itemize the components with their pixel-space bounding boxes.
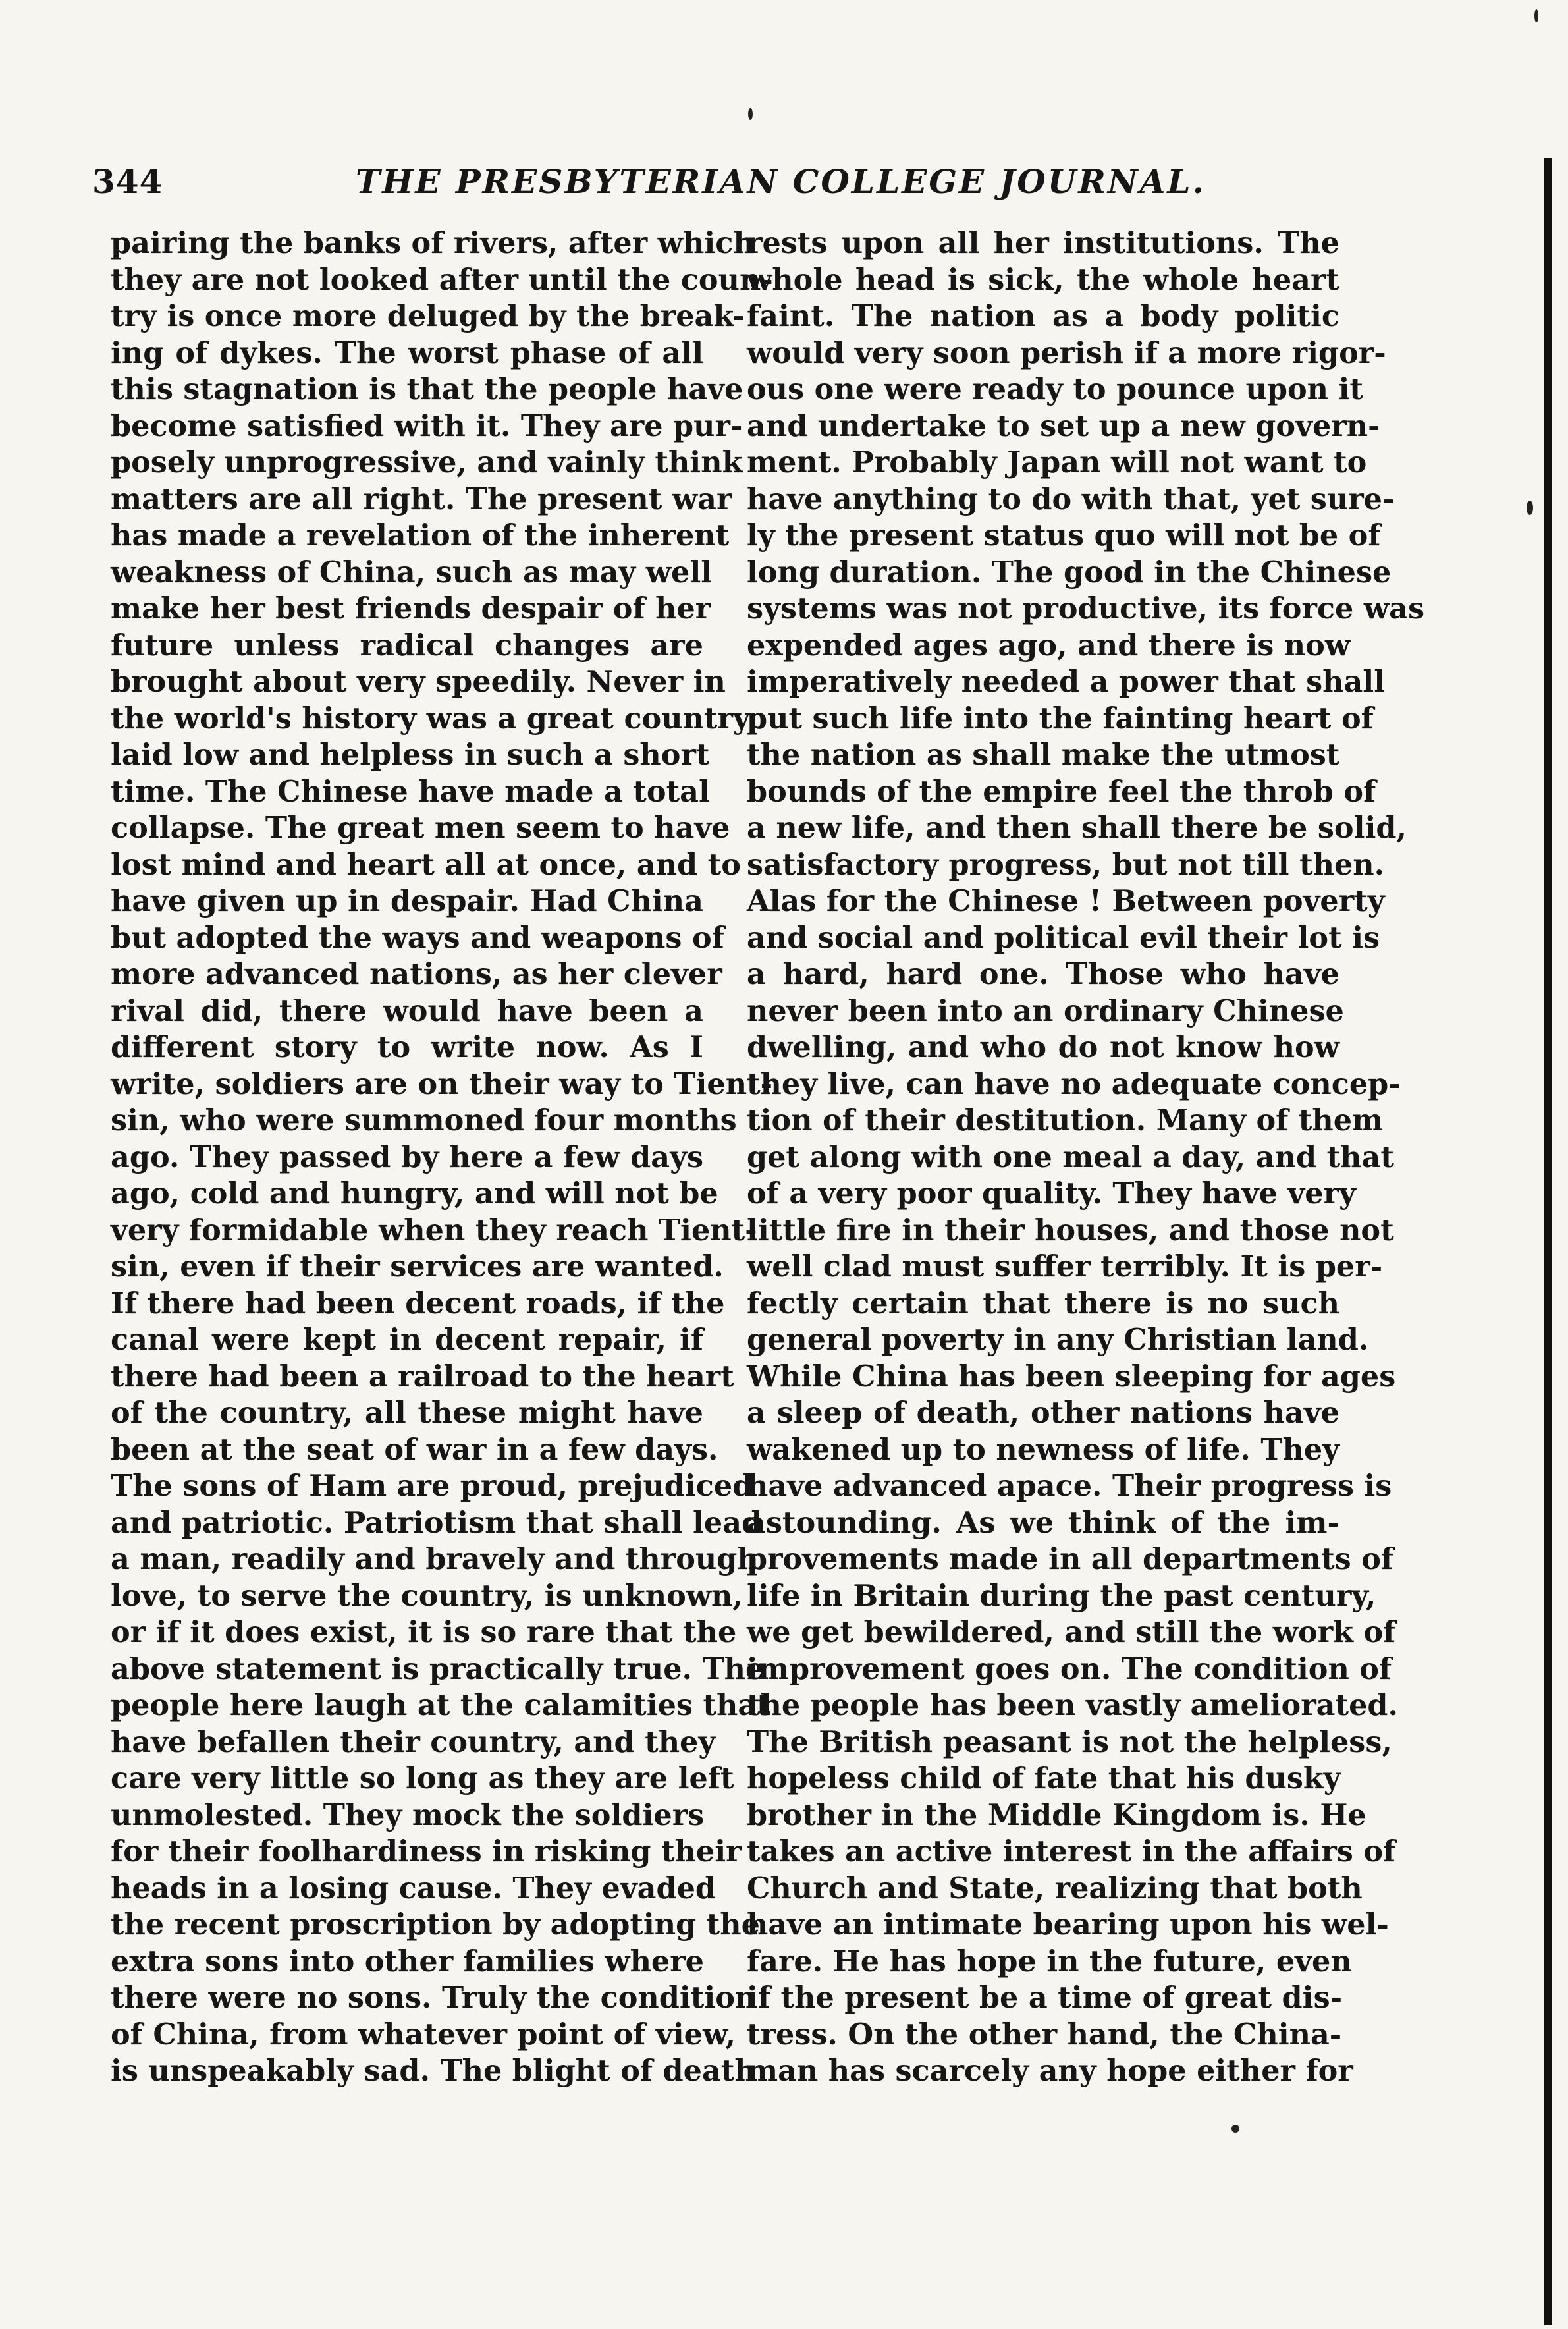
text-line: ago, cold and hungry, and will not be xyxy=(111,1176,718,1211)
scan-edge-rule xyxy=(1544,158,1552,2325)
text-line: long duration. The good in the Chinese xyxy=(747,555,1392,589)
text-line: takes an active interest in the affairs of xyxy=(747,1834,1396,1869)
text-line: improvement goes on. The condition of xyxy=(747,1651,1392,1686)
text-line: faint. The nation as a body politic xyxy=(747,299,1339,333)
text-line: astounding. As we think of the im- xyxy=(747,1505,1339,1540)
text-line: tress. On the other hand, the China- xyxy=(747,2017,1342,2052)
text-line: the world's history was a great country xyxy=(111,701,750,736)
text-line: hopeless child of fate that his dusky xyxy=(747,1761,1341,1795)
text-line: extra sons into other families where xyxy=(111,1944,704,1979)
text-line: or if it does exist, it is so rare that the xyxy=(111,1615,737,1649)
text-line: have an intimate bearing upon his wel- xyxy=(747,1907,1389,1942)
text-line: The sons of Ham are proud, prejudiced xyxy=(111,1469,753,1503)
text-line: The British peasant is not the helpless, xyxy=(747,1724,1392,1759)
text-line: been at the seat of war in a few days. xyxy=(111,1432,718,1467)
text-line: general poverty in any Christian land. xyxy=(747,1323,1369,1357)
text-line: sin, who were summoned four months xyxy=(111,1103,737,1137)
text-line: a man, readily and bravely and through xyxy=(111,1542,759,1576)
text-line: of the country, all these might have xyxy=(111,1396,703,1430)
text-line: a sleep of death, other nations have xyxy=(747,1396,1339,1430)
text-line: rests upon all her institutions. The xyxy=(747,226,1339,260)
text-line: fare. He has hope in the future, even xyxy=(747,1944,1352,1979)
text-line: rival did, there would have been a xyxy=(111,993,703,1028)
text-line: sin, even if their services are wanted. xyxy=(111,1249,724,1284)
text-line: pairing the banks of rivers, after which xyxy=(111,226,755,260)
text-line: has made a revelation of the inherent xyxy=(111,518,730,553)
text-line: If there had been decent roads, if the xyxy=(111,1286,725,1321)
text-line: very formidable when they reach Tient- xyxy=(111,1213,757,1247)
text-line: ous one were ready to pounce upon it xyxy=(747,372,1363,406)
text-line: write, soldiers are on their way to Tient- xyxy=(111,1066,773,1101)
text-line: if the present be a time of great dis- xyxy=(747,1981,1343,2015)
text-line: a hard, hard one. Those who have xyxy=(747,957,1339,991)
text-line: would very soon perish if a more rigor- xyxy=(747,335,1386,370)
text-line: bounds of the empire feel the throb of xyxy=(747,774,1376,809)
text-line: they live, can have no adequate concep- xyxy=(747,1066,1401,1101)
text-line: imperatively needed a power that shall xyxy=(747,665,1386,699)
text-line: but adopted the ways and weapons of xyxy=(111,920,724,955)
text-line: provements made in all departments of xyxy=(747,1542,1394,1576)
text-column-right xyxy=(747,225,1425,2090)
text-line: fectly certain that there is no such xyxy=(747,1286,1339,1321)
text-line: ly the present status quo will not be of xyxy=(747,518,1381,553)
text-line: above statement is practically true. The xyxy=(111,1651,765,1686)
text-line: systems was not productive, its force was xyxy=(747,591,1425,626)
text-line: future unless radical changes are xyxy=(111,628,703,663)
text-line: man has scarcely any hope either for xyxy=(747,2054,1353,2088)
text-line: life in Britain during the past century, xyxy=(747,1578,1376,1613)
text-line: people here laugh at the calamities that xyxy=(111,1688,770,1722)
scan-speck xyxy=(1231,2125,1239,2133)
text-line: is unspeakably sad. The blight of death xyxy=(111,2054,756,2088)
text-line: While China has been sleeping for ages xyxy=(747,1359,1396,1394)
text-line: and undertake to set up a new govern- xyxy=(747,408,1380,443)
text-line: get along with one meal a day, and that xyxy=(747,1139,1394,1174)
text-line: and social and political evil their lot is xyxy=(747,920,1380,955)
text-line: put such life into the fainting heart of xyxy=(747,701,1374,736)
text-line: ing of dykes. The worst phase of all xyxy=(111,335,703,370)
text-line: whole head is sick, the whole heart xyxy=(747,262,1339,297)
text-line: of China, from whatever point of view, xyxy=(111,2017,736,2052)
running-title: THE PRESBYTERIAN COLLEGE JOURNAL. xyxy=(356,162,1206,201)
scan-speck xyxy=(748,108,753,120)
text-line: weakness of China, such as may well xyxy=(111,555,713,589)
text-line: unmolested. They mock the soldiers xyxy=(111,1797,705,1832)
text-line: they are not looked after until the coun- xyxy=(111,262,773,297)
text-line: Alas for the Chinese ! Between poverty xyxy=(747,884,1385,918)
text-line: we get bewildered, and still the work of xyxy=(747,1615,1396,1649)
text-line: more advanced nations, as her clever xyxy=(111,957,722,991)
text-line: wakened up to newness of life. They xyxy=(747,1432,1339,1467)
text-line: the recent proscription by adopting the xyxy=(111,1907,760,1942)
text-line: lost mind and heart all at once, and to xyxy=(111,847,741,882)
text-line: expended ages ago, and there is now xyxy=(747,628,1351,663)
text-line: make her best friends despair of her xyxy=(111,591,711,626)
text-line: different story to write now. As I xyxy=(111,1030,703,1064)
text-line: little fire in their houses, and those not xyxy=(747,1213,1394,1247)
text-line: posely unprogressive, and vainly think xyxy=(111,445,743,480)
text-line: time. The Chinese have made a total xyxy=(111,774,710,809)
text-line: ment. Probably Japan will not want to xyxy=(747,445,1367,480)
text-line: the nation as shall make the utmost xyxy=(747,738,1340,772)
text-line: try is once more deluged by the break- xyxy=(111,299,745,333)
scan-speck xyxy=(1527,501,1533,515)
text-line: there were no sons. Truly the condition xyxy=(111,1981,757,2015)
text-line: have befallen their country, and they xyxy=(111,1724,716,1759)
text-line: tion of their destitution. Many of them xyxy=(747,1103,1384,1137)
scan-speck xyxy=(1534,9,1538,22)
text-line: there had been a railroad to the heart xyxy=(111,1359,734,1394)
text-line: of a very poor quality. They have very xyxy=(747,1176,1356,1211)
page-number: 344 xyxy=(92,162,163,201)
text-line: become satisfied with it. They are pur- xyxy=(111,408,743,443)
text-column-left xyxy=(111,225,773,2090)
text-line: matters are all right. The present war xyxy=(111,481,732,516)
text-line: ago. They passed by here a few days xyxy=(111,1139,703,1174)
text-line: canal were kept in decent repair, if xyxy=(111,1323,703,1357)
text-line: laid low and helpless in such a short xyxy=(111,738,710,772)
text-line: have given up in despair. Had China xyxy=(111,884,703,918)
text-line: dwelling, and who do not know how xyxy=(747,1030,1339,1064)
text-line: Church and State, realizing that both xyxy=(747,1871,1363,1905)
text-line: brother in the Middle Kingdom is. He xyxy=(747,1797,1366,1832)
text-line: collapse. The great men seem to have xyxy=(111,811,730,845)
text-line: a new life, and then shall there be solid, xyxy=(747,811,1407,845)
text-line: have advanced apace. Their progress is xyxy=(747,1469,1392,1503)
text-line: the people has been vastly ameliorated. xyxy=(747,1688,1398,1722)
text-line: care very little so long as they are left xyxy=(111,1761,734,1795)
text-line: well clad must suffer terribly. It is per- xyxy=(747,1249,1383,1284)
text-line: have anything to do with that, yet sure- xyxy=(747,481,1395,516)
text-line: brought about very speedily. Never in xyxy=(111,665,726,699)
text-line: never been into an ordinary Chinese xyxy=(747,993,1344,1028)
text-line: satisfactory progress, but not till then. xyxy=(747,847,1385,882)
text-line: and patriotic. Patriotism that shall lead xyxy=(111,1505,763,1540)
text-line: love, to serve the country, is unknown, xyxy=(111,1578,743,1613)
text-line: for their foolhardiness in risking their xyxy=(111,1834,742,1869)
text-line: heads in a losing cause. They evaded xyxy=(111,1871,716,1905)
text-line: this stagnation is that the people have xyxy=(111,372,743,406)
